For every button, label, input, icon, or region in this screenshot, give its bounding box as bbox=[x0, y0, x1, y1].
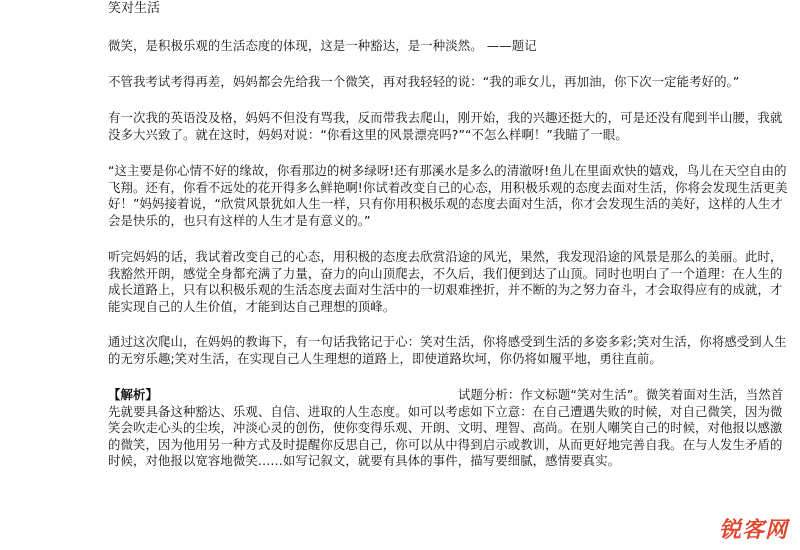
essay-title: 笑对生活 bbox=[108, 1, 161, 16]
essay-paragraph-3: “这主要是你心情不好的缘故，你看那边的树多绿呀!还有那溪水是多么的清澈呀!鱼儿在里面欢快的嬉戏，鸟儿在天空自由的飞翔。还有，你看不远处的花开得多么鲜艳啊!你试着改变自己的心态，用积极乐观的态度去面对生活，你将会发现生活更美好！”妈妈接着说，“欣赏风景犹如人生一样，只有你用积极乐观的态度去面对生活，你才会发现生活的美好，这样的人生才会是快乐的，也只有这样的人生才是有意义的。” bbox=[108, 163, 788, 228]
analysis-text: 作文标题“笑对生活”。微笑着面对生活，当然首先就要具备这种豁达、乐观、自信、进取的人生态度。如可以考虑如下立意：在自己遭遇失败的时候，对自己微笑，因为微笑会吹走心头的尘埃，冲淡心灵的创伤，使你变得乐观、开朗、文明、理智、高尚。在别人嘲笑自己的时候，对他报以感激的微笑，因为他用另一种方式及时提醒你反思自己，你可以从中得到启示或教训，从而更好地完善自我。在与人发生矛盾的时候，对他报以宽容地微笑……如写记叙文，就要有具体的事件，描写要细腻，感情要真实。 bbox=[108, 387, 784, 468]
site-watermark-logo: 锐客网 bbox=[717, 513, 790, 544]
essay-paragraph-4: 听完妈妈的话，我试着改变自己的心态，用积极的态度去欣赏沿途的风光，果然，我发现沿途的风景是那么的美丽。此时，我豁然开朗，感觉全身都充满了力量，奋力的向山顶爬去，不久后，我们便到达了山顶。同时也明白了一个道理：在人生的成长道路上，只有以积极乐观的生活态度去面对生活中的一切艰难挫折，并不断的为之努力奋斗，才会取得应有的成就，才能实现自己的人生价值，才能到达自己理想的顶峰。 bbox=[108, 249, 783, 314]
essay-paragraph-1: 不管我考试考得再差，妈妈都会先给我一个微笑，再对我轻轻的说：“我的乖女儿，再加油，你下次一定能考好的。” bbox=[108, 73, 740, 89]
analysis-label: 试题分析： bbox=[457, 387, 521, 402]
essay-epigraph: 微笑，是积极乐观的生活态度的体现，这是一种豁达，是一种淡然。 ——题记 bbox=[108, 38, 537, 53]
analysis-heading: 【解析】 bbox=[108, 387, 158, 402]
analysis-section bbox=[108, 387, 788, 470]
essay-paragraph-2: 有一次我的英语没及格，妈妈不但没有骂我，反而带我去爬山，刚开始，我的兴趣还挺大的，可是还没有爬到半山腰，我就没多大兴致了。就在这时，妈妈对说：“你看这里的风景漂亮吗?”“不怎么样啊！”我瞄了一眼。 bbox=[108, 110, 783, 142]
essay-paragraph-5: 通过这次爬山，在妈妈的教诲下，有一句话我铭记于心：笑对生活，你将感受到生活的多姿多彩;笑对生活，你将感受到人生的无穷乐趣;笑对生活，在实现自己人生理想的道路上，即使道路坎坷，你仍将如履平地，勇往直前。 bbox=[108, 334, 787, 366]
